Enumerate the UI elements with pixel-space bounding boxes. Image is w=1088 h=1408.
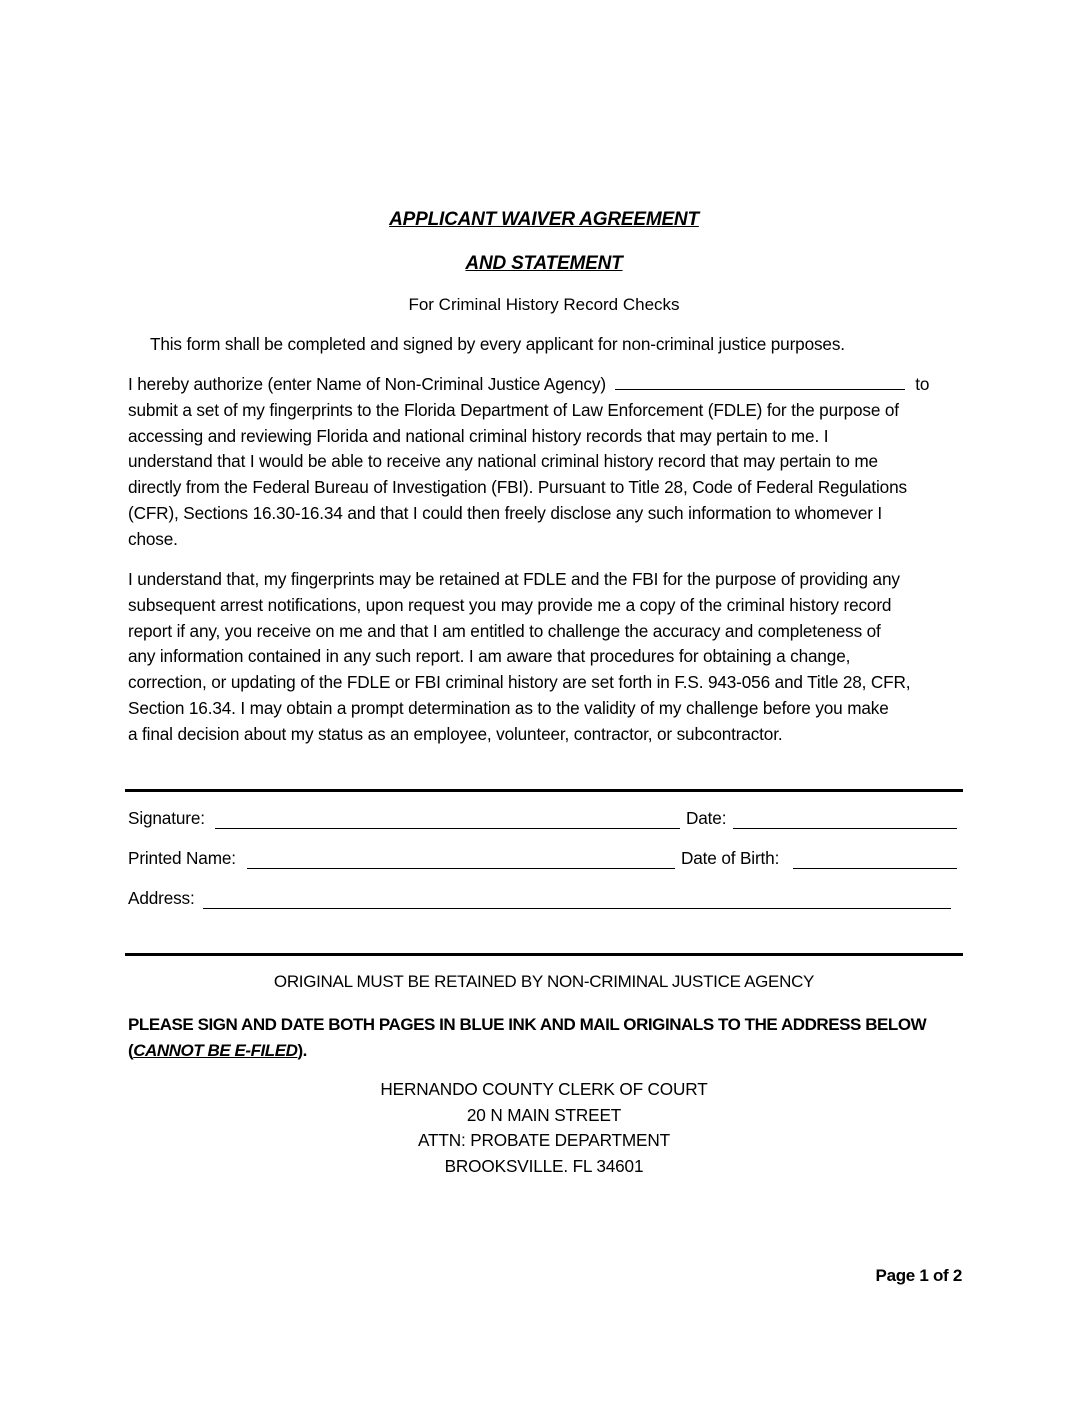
top-divider: [125, 789, 963, 792]
address-row: [128, 888, 963, 912]
retention-paragraph: [128, 567, 964, 748]
date-label: Date:: [686, 808, 727, 828]
bottom-divider: [125, 953, 963, 956]
cannot-be-efiled-emphasis: CANNOT BE E-FILED: [133, 1040, 298, 1060]
address-line: ATTN: PROBATE DEPARTMENT: [417, 1130, 670, 1150]
retention-notice: ORIGINAL MUST BE RETAINED BY NON-CRIMINAL JUSTICE AGENCY: [273, 972, 815, 991]
signature-field[interactable]: [215, 828, 680, 829]
para1-line: submit a set of my fingerprints to the Florida Department of Law Enforcement (FDLE) for the purpose of: [128, 399, 899, 420]
para1-line: directly from the Federal Bureau of Investigation (FBI). Pursuant to Title 28, Code of Federal Regulations: [128, 477, 907, 498]
intro-statement: This form shall be completed and signed by every applicant for non-criminal justice purposes.: [150, 334, 845, 354]
para2-line: Section 16.34. I may obtain a prompt determination as to the validity of my challenge before you make: [128, 697, 889, 718]
address-field[interactable]: [203, 908, 951, 909]
form-subtitle: For Criminal History Record Checks: [408, 295, 680, 314]
para2-line: correction, or updating of the FDLE or FBI criminal history are set forth in F.S. 943-056 and Title 28, CFR,: [128, 672, 911, 693]
authorization-paragraph: [128, 372, 964, 553]
address-label: Address:: [128, 888, 195, 908]
mailing-instruction-line-2: [128, 1038, 926, 1064]
authorization-first-line: [128, 372, 964, 398]
mailing-instruction: [128, 1012, 926, 1063]
address-line: HERNANDO COUNTY CLERK OF COURT: [380, 1079, 708, 1099]
para2-line: I understand that, my fingerprints may be retained at FDLE and the FBI for the purpose of providing any: [128, 569, 900, 589]
para1-line: accessing and reviewing Florida and national criminal history records that may pertain to me. I: [128, 425, 829, 446]
paren-open: (: [128, 1040, 134, 1060]
para1-line: (CFR), Sections 16.30-16.34 and that I could then freely disclose any such information to whomever I: [128, 502, 883, 523]
date-field[interactable]: [733, 828, 957, 829]
mailing-address: [0, 1077, 1088, 1179]
authorization-to-text: to: [915, 374, 930, 394]
signature-label: Signature:: [128, 808, 205, 828]
authorization-lead-text: I hereby authorize (enter Name of Non-Criminal Justice Agency): [128, 374, 606, 394]
para1-line: understand that I would be able to receive any national criminal history record that may pertain to me: [128, 451, 878, 472]
printed-name-row: [128, 848, 963, 872]
para2-line: report if any, you receive on me and that I am entitled to challenge the accuracy and completeness of: [128, 620, 881, 641]
form-title-line-2: AND STATEMENT: [465, 253, 623, 274]
para1-line: chose.: [128, 528, 178, 549]
signature-row: [128, 808, 963, 832]
paren-close: ).: [297, 1040, 307, 1060]
form-title-line-1: APPLICANT WAIVER AGREEMENT: [389, 209, 699, 230]
date-of-birth-label: Date of Birth:: [681, 848, 780, 868]
agency-name-blank[interactable]: [615, 373, 905, 390]
address-line: BROOKSVILLE. FL 34601: [444, 1155, 644, 1176]
mailing-instruction-line: PLEASE SIGN AND DATE BOTH PAGES IN BLUE INK AND MAIL ORIGINALS TO THE ADDRESS BELOW: [128, 1015, 927, 1034]
para2-line: subsequent arrest notifications, upon request you may provide me a copy of the criminal history record: [128, 594, 892, 615]
address-line: 20 N MAIN STREET: [466, 1104, 622, 1125]
para2-line: any information contained in any such report. I am aware that procedures for obtaining a change,: [128, 646, 851, 667]
date-of-birth-field[interactable]: [793, 868, 957, 869]
printed-name-label: Printed Name:: [128, 848, 236, 868]
printed-name-field[interactable]: [247, 868, 675, 869]
para2-line: a final decision about my status as an employee, volunteer, contractor, or subcontractor.: [128, 723, 783, 744]
page-number: Page 1 of 2: [875, 1266, 962, 1285]
